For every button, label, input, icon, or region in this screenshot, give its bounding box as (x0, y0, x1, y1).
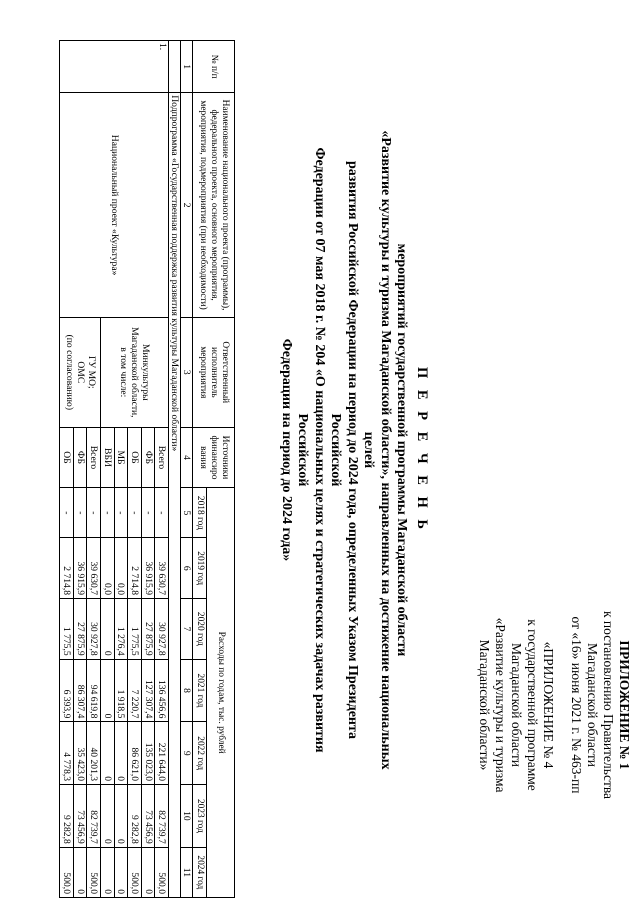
value-cell: 6 393,9 (60, 659, 74, 722)
value-cell: 500,0 (128, 847, 142, 897)
appendix-line: Магаданской области (509, 643, 524, 767)
executor-cell (101, 317, 169, 427)
source-cell: ВБИ (101, 427, 115, 488)
value-cell: 0 (101, 599, 115, 660)
executor-line: ГУ МО; (85, 355, 97, 389)
value-cell: 127 307,4 (141, 659, 155, 722)
value-cell: - (101, 488, 115, 538)
value-cell: 136 456,6 (155, 659, 169, 722)
value-cell: 0 (114, 785, 128, 848)
column-number: 8 (181, 659, 193, 722)
value-cell: 1 276,4 (114, 599, 128, 660)
value-cell: 7 220,7 (128, 659, 142, 722)
value-cell: 1 775,5 (60, 599, 74, 660)
value-cell: - (141, 488, 155, 538)
title-word: П Е Р Е Ч Е Н Ь (414, 366, 430, 534)
header-name: Наименование национального проекта (программы), федерального проекта, основного мероприятия, мероприятия, подмероприятия (при необходимости) (193, 93, 235, 318)
value-cell: 36 915,9 (73, 538, 87, 599)
appendix-line: «Развитие культуры и туризма (493, 617, 508, 793)
value-cell: 82 739,7 (155, 785, 169, 848)
header-num: № п/п (193, 41, 235, 93)
header-year: 2019 год (193, 538, 207, 599)
value-cell: 500,0 (155, 847, 169, 897)
appendix-date: от «16» июня 2021 г. № 463-пп (569, 616, 584, 794)
value-cell: 36 915,9 (141, 538, 155, 599)
column-number: 10 (181, 785, 193, 848)
value-cell: 40 201,3 (87, 722, 101, 785)
header-executor: Ответственный исполнитель мероприятия (193, 317, 235, 427)
value-cell: 221 644,0 (155, 722, 169, 785)
value-cell: 0,0 (114, 538, 128, 599)
value-cell: 500,0 (87, 847, 101, 897)
value-cell: 35 423,0 (73, 722, 87, 785)
value-cell: 135 023,0 (141, 722, 155, 785)
value-cell: 0 (73, 847, 87, 897)
column-number: 3 (181, 317, 193, 427)
subprogram-row: Подпрограмма «Государственная поддержка развития культуры Магаданской области» (169, 93, 181, 898)
source-cell: ФБ (141, 427, 155, 488)
value-cell: 4 778,3 (60, 722, 74, 785)
document-title (278, 130, 431, 770)
source-cell: Всего (155, 427, 169, 488)
value-cell: 30 927,8 (155, 599, 169, 660)
appendix-line: Магаданской области (585, 643, 600, 767)
value-cell: 0 (141, 847, 155, 897)
executor-cell (60, 317, 101, 427)
header-source: Источники финансиро вания (193, 427, 235, 488)
executor-line: Минкультуры (140, 344, 152, 401)
value-cell: 86 307,4 (73, 659, 87, 722)
value-cell: 27 875,9 (141, 599, 155, 660)
value-cell: 86 621,0 (128, 722, 142, 785)
value-cell: - (60, 488, 74, 538)
appendix-line: Магаданской области» (477, 639, 492, 771)
title-line: «Развитие культуры и туризма Магаданской области», направленных на достижение национальных целей (361, 130, 393, 770)
column-number: 4 (181, 427, 193, 488)
executor-line: в том числе: (118, 347, 130, 398)
title-line: Федерации от 07 мая 2018 г. № 204 «О национальных целях и стратегических задачах развития Российской (295, 147, 327, 753)
value-cell: 73 456,9 (141, 785, 155, 848)
value-cell: - (155, 488, 169, 538)
column-number: 11 (181, 847, 193, 897)
value-cell: 0 (101, 659, 115, 722)
value-cell: 82 739,7 (87, 785, 101, 848)
value-cell: 27 875,9 (73, 599, 87, 660)
value-cell: - (87, 488, 101, 538)
column-number: 1 (181, 41, 193, 93)
source-cell: ОБ (60, 427, 74, 488)
source-cell: Всего (87, 427, 101, 488)
value-cell: 0 (101, 722, 115, 785)
value-cell: 0 (101, 785, 115, 848)
value-cell: 30 927,8 (87, 599, 101, 660)
column-number: 5 (181, 488, 193, 538)
value-cell: - (114, 488, 128, 538)
value-cell: 500,0 (60, 847, 74, 897)
column-number: 9 (181, 722, 193, 785)
column-number: 6 (181, 538, 193, 599)
header-year: 2020 год (193, 599, 207, 660)
value-cell: 1 775,5 (128, 599, 142, 660)
appendix-line: к постановлению Правительства (601, 610, 616, 800)
measures-table (59, 40, 235, 898)
value-cell: 0 (114, 722, 128, 785)
value-cell: 73 456,9 (73, 785, 87, 848)
header-expenses: Расходы по годам, тыс. рублей (207, 488, 235, 898)
header-year: 2018 год (193, 488, 207, 538)
header-year: 2021 год (193, 659, 207, 722)
header-year: 2024 год (193, 847, 207, 897)
executor-line: Магаданской области, (129, 327, 141, 418)
source-cell: ОБ (128, 427, 142, 488)
executor-line: (по согласованию) (63, 334, 75, 411)
row-name: Национальный проект «Культура» (60, 93, 169, 318)
appendix-heading-2: «ПРИЛОЖЕНИЕ № 4 (541, 641, 556, 769)
column-number: 2 (181, 93, 193, 318)
value-cell: - (73, 488, 87, 538)
value-cell: 39 630,7 (155, 538, 169, 599)
value-cell: 0,0 (101, 538, 115, 599)
appendix-heading: ПРИЛОЖЕНИЕ № 1 (617, 640, 632, 770)
value-cell: 1 918,5 (114, 659, 128, 722)
value-cell: 94 619,8 (87, 659, 101, 722)
value-cell: 0 (101, 847, 115, 897)
value-cell: - (128, 488, 142, 538)
row-number: 1. (60, 41, 169, 93)
header-year: 2023 год (193, 785, 207, 848)
appendix-header (476, 520, 632, 890)
title-line: развития Российской Федерации на период до 2024 года, определенных Указом Президента Российской (328, 160, 360, 740)
value-cell: 2 714,8 (128, 538, 142, 599)
value-cell: 9 282,8 (60, 785, 74, 848)
header-year: 2022 год (193, 722, 207, 785)
value-cell: 0 (114, 847, 128, 897)
source-cell: ФБ (73, 427, 87, 488)
table-row (155, 41, 169, 898)
title-line: мероприятий государственной программы Магаданской области (394, 243, 410, 657)
column-number: 7 (181, 599, 193, 660)
executor-line: ОМС (74, 361, 86, 384)
value-cell: 2 714,8 (60, 538, 74, 599)
value-cell: 39 630,7 (87, 538, 101, 599)
title-line: Федерации на период до 2024 года» (279, 338, 294, 562)
source-cell: МБ (114, 427, 128, 488)
appendix-line: к государственной программе (525, 619, 540, 791)
value-cell: 9 282,8 (128, 785, 142, 848)
